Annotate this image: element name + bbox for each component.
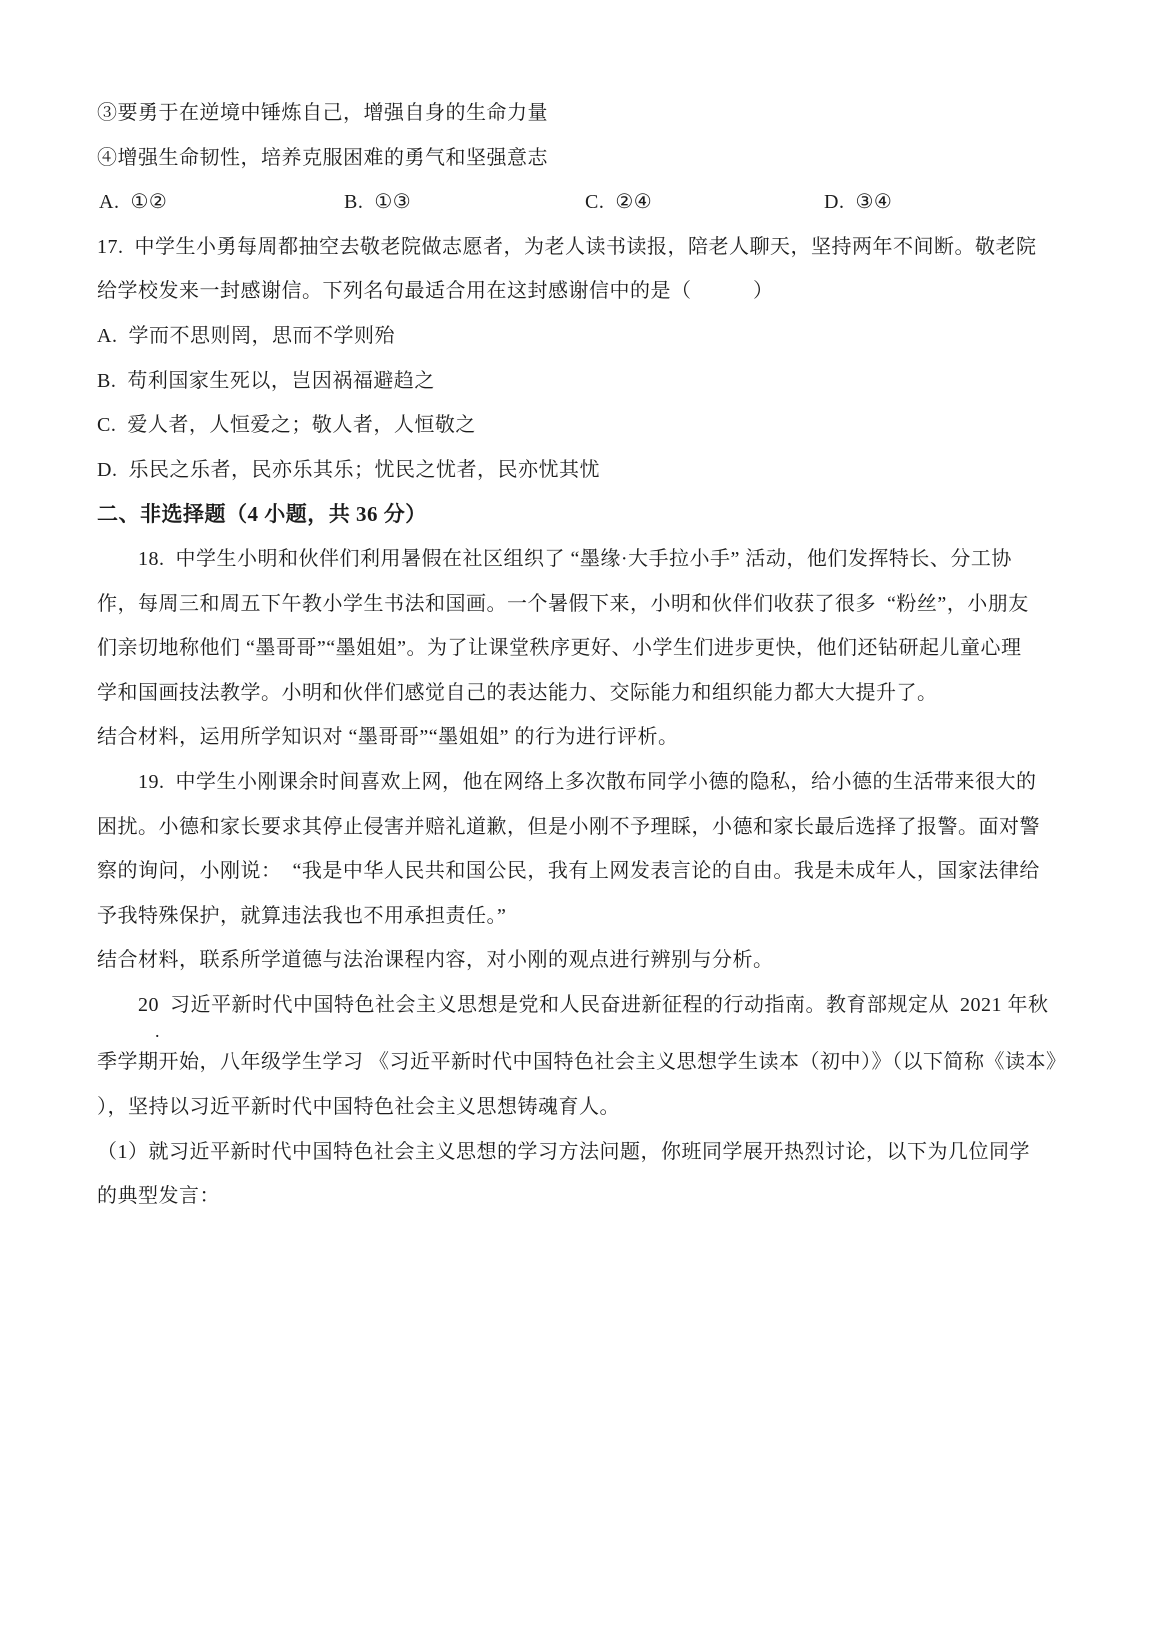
q19-paragraph-line-1: 19. 中学生小刚课余时间喜欢上网，他在网络上多次散布同学小德的隐私，给小德的生活带来很大的	[138, 770, 1037, 793]
q18-paragraph-line-2: 作，每周三和周五下午教小学生书法和国画。一个暑假下来，小明和伙伴们收获了很多 “粉丝”，小朋友	[97, 592, 1029, 615]
q17-option-c: C. 爱人者，人恒爱之；敬人者，人恒敬之	[97, 414, 476, 437]
q16-option-c: C. ②④	[585, 191, 653, 214]
q16-statement-4: ④增强生命韧性，培养克服困难的勇气和坚强意志	[97, 146, 548, 169]
q20-part1-line-2: 的典型发言：	[97, 1185, 220, 1208]
q18-task: 结合材料，运用所学知识对 “墨哥哥”“墨姐姐” 的行为进行评析。	[97, 726, 679, 749]
q17-option-b: B. 苟利国家生死以，岂因祸福避趋之	[97, 369, 435, 392]
q18-paragraph-line-3: 们亲切地称他们 “墨哥哥”“墨姐姐”。为了让课堂秩序更好、小学生们进步更快，他们还钻研起儿童心理	[97, 637, 1022, 660]
q20-part1-line-1: （1）就习近平新时代中国特色社会主义思想的学习方法问题，你班同学展开热烈讨论，以下为几位同学	[97, 1140, 1030, 1163]
q16-options-row	[97, 180, 1067, 225]
q19-task: 结合材料，联系所学道德与法治课程内容，对小刚的观点进行辨别与分析。	[97, 949, 774, 972]
exam-content	[97, 91, 1067, 1219]
section-heading: 二、非选择题（4 小题，共 36 分）	[97, 502, 427, 527]
q17-stem-line-2: 给学校发来一封感谢信。下列名句最适合用在这封感谢信中的是（ ）	[97, 280, 774, 303]
q20-stray-period: .	[155, 1021, 160, 1042]
q17-option-a: A. 学而不思则罔，思而不学则殆	[97, 324, 395, 347]
q20-paragraph-line-2: 季学期开始，八年级学生学习 《习近平新时代中国特色社会主义思想学生读本（初中）》（以下简称《读本》	[97, 1051, 1067, 1074]
q20-paragraph-line-1: 20 习近平新时代中国特色社会主义思想是党和人民奋进新征程的行动指南。教育部规定从 2021 年秋	[138, 993, 1049, 1016]
q18-paragraph-line-1: 18. 中学生小明和伙伴们利用暑假在社区组织了 “墨缘·大手拉小手” 活动，他们发挥特长、分工协	[138, 547, 1012, 570]
q19-paragraph-line-4: 予我特殊保护，就算违法我也不用承担责任。”	[97, 904, 507, 927]
q20-paragraph-line-3: ），坚持以习近平新时代中国特色社会主义思想铸魂育人。	[97, 1096, 620, 1119]
q16-option-d: D. ③④	[824, 191, 893, 214]
q19-paragraph-line-3: 察的询问，小刚说： “我是中华人民共和国公民，我有上网发表言论的自由。我是未成年人，国家法律给	[97, 860, 1040, 883]
q16-option-b: B. ①③	[344, 191, 412, 214]
q16-option-a: A. ①②	[99, 191, 168, 214]
q16-statement-3: ③要勇于在逆境中锤炼自己，增强自身的生命力量	[97, 102, 548, 124]
q19-paragraph-line-2: 困扰。小德和家长要求其停止侵害并赔礼道歉，但是小刚不予理睬，小德和家长最后选择了报警。面对警	[97, 815, 1040, 838]
q17-option-d: D. 乐民之乐者，民亦乐其乐；忧民之忧者，民亦忧其忧	[97, 458, 600, 481]
q17-stem-line-1: 17. 中学生小勇每周都抽空去敬老院做志愿者，为老人读书读报，陪老人聊天，坚持两年不间断。敬老院	[97, 235, 1037, 258]
q18-paragraph-line-4: 学和国画技法教学。小明和伙伴们感觉自己的表达能力、交际能力和组织能力都大大提升了。	[97, 681, 938, 704]
